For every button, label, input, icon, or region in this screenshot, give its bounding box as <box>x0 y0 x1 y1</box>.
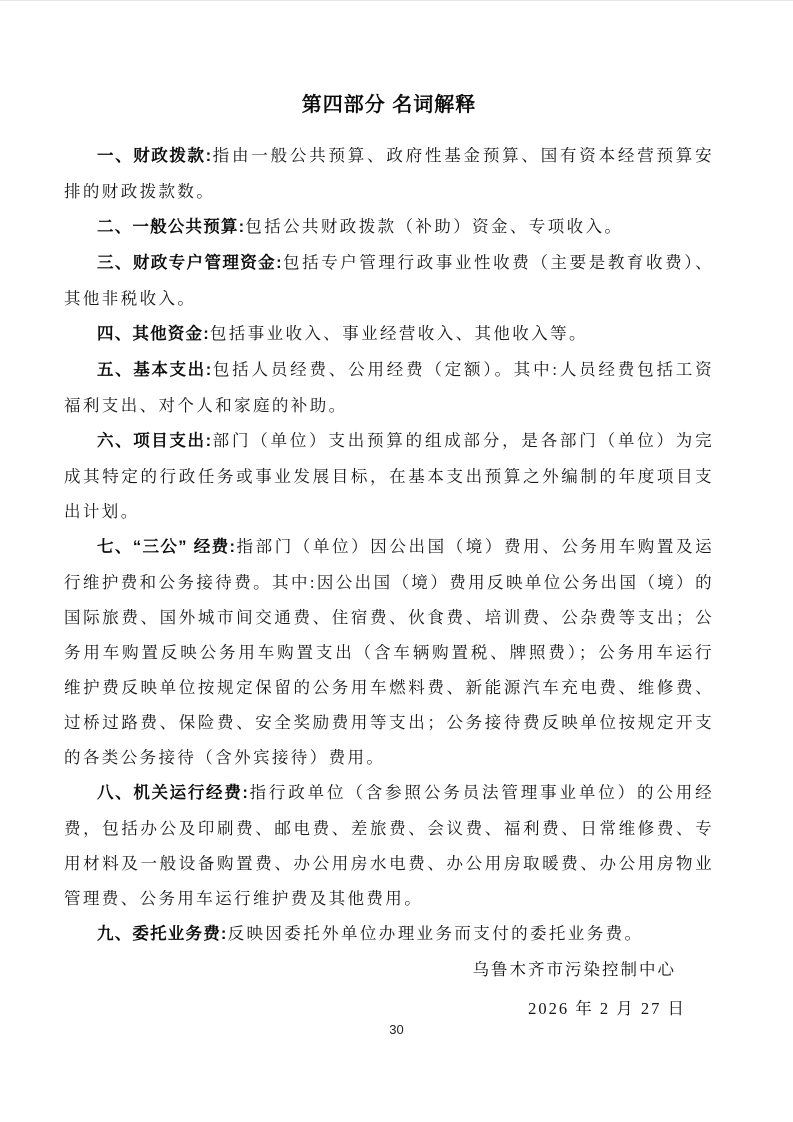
term-label-1: 一、财政拨款: <box>97 147 213 165</box>
signature-date: 2026 年 2 月 27 日 <box>528 999 686 1018</box>
term-definition-2: 包括公共财政拨款（补助）资金、专项收入。 <box>245 217 624 236</box>
term-definition-1: 指由一般公共预算、政府性基金预算、国有资本经营预算安排的财政拨款数。 <box>64 146 714 201</box>
term-label-3: 三、财政专户管理资金: <box>97 254 283 272</box>
definition-paragraph-9 <box>64 916 714 952</box>
definition-paragraph-7 <box>64 529 714 775</box>
signature-block <box>64 952 714 1026</box>
scan-artifact-line <box>0 0 793 1</box>
page-title: 第四部分 名词解释 <box>301 94 477 116</box>
signature-organization: 乌鲁木齐市污染控制中心 <box>472 960 676 979</box>
term-definition-7: 指部门（单位）因公出国（境）费用、公务用车购置及运行维护费和公务接待费。其中:因公出国（境）费用反映单位公务出国（境）的国际旅费、国外城市间交通费、住宿费、伙食费、培训费、公杂费等支出；公务用车购置反映公务用车购置支出（含车辆购置税、牌照费）；公务用车运行维护费反映单位按规定保留的公务用车燃料费、新能源汽车充电费、维修费、过桥过路费、保险费、安全奖励费用等支出；公务接待费反映单位按规定开支的各类公务接待（含外宾接待）费用。 <box>64 537 714 767</box>
definition-paragraph-5 <box>64 352 714 423</box>
term-label-5: 五、基本支出: <box>97 361 213 379</box>
term-definition-5: 包括人员经费、公用经费（定额）。其中:人员经费包括工资福利支出、对个人和家庭的补助。 <box>64 360 714 415</box>
term-label-7: 七、“三公” 经费: <box>97 538 237 556</box>
term-label-8: 八、机关运行经费: <box>97 784 250 802</box>
document-content <box>64 88 714 1026</box>
definition-paragraph-8 <box>64 775 714 916</box>
term-definition-9: 反映因委托外单位办理业务而支付的委托业务费。 <box>227 924 644 943</box>
term-definition-6: 部门（单位）支出预算的组成部分，是各部门（单位）为完成其特定的行政任务或事业发展目标，在基本支出预算之外编制的年度项目支出计划。 <box>64 431 714 521</box>
page-number: 30 <box>389 1022 404 1037</box>
definition-paragraph-6 <box>64 423 714 529</box>
term-definition-8: 指行政单位（含参照公务员法管理事业单位）的公用经费，包括办公及印刷费、邮电费、差旅费、会议费、福利费、日常维修费、专用材料及一般设备购置费、办公用房水电费、办公用房取暖费、办公用房物业管理费、公务用车运行维护费及其他费用。 <box>64 783 714 908</box>
definition-paragraph-3 <box>64 245 714 316</box>
term-label-4: 四、其他资金: <box>97 325 210 343</box>
term-definition-4: 包括事业收入、事业经营收入、其他收入等。 <box>209 324 588 343</box>
definition-paragraph-1 <box>64 138 714 209</box>
term-definition-3: 包括专户管理行政事业性收费（主要是教育收费）、其他非税收入。 <box>64 253 715 308</box>
definition-paragraph-4 <box>64 316 714 352</box>
term-label-2: 二、一般公共预算: <box>97 218 246 236</box>
definition-paragraph-2 <box>64 209 714 245</box>
term-label-9: 九、委托业务费: <box>97 925 228 943</box>
term-label-6: 六、项目支出: <box>97 432 213 450</box>
